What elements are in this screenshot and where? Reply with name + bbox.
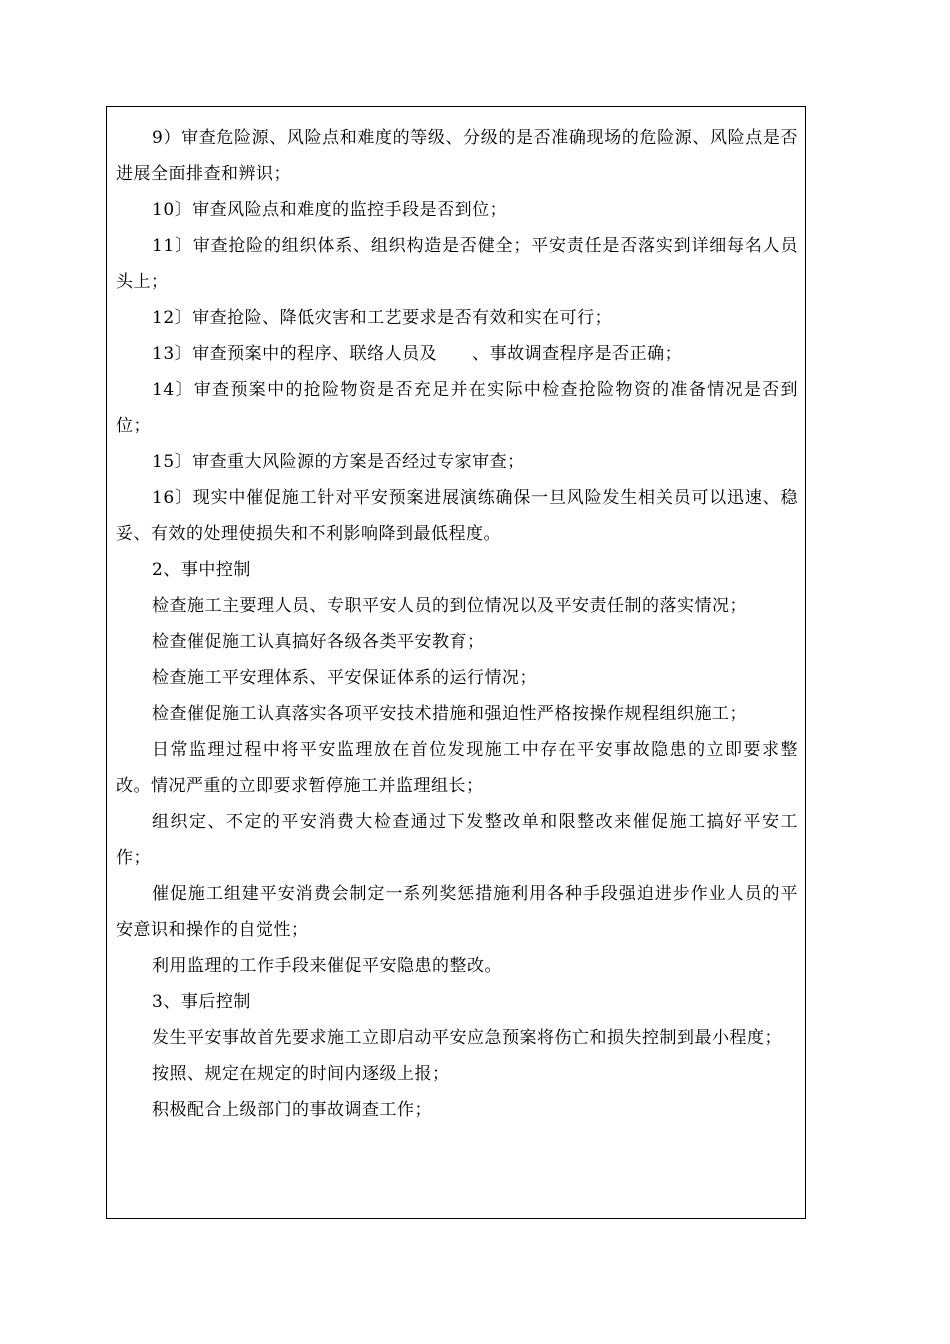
paragraph-inspections: 组织定、不定的平安消费大检查通过下发整改单和限整改来催促施工搞好平安工作； [116, 812, 798, 868]
paragraph-item-14: 14〕审查预案中的抢险物资是否充足并在实际中检查抢险物资的准备情况是否到位； [116, 380, 798, 436]
paragraph-item-9: 9）审查危险源、风险点和难度的等级、分级的是否准确现场的危险源、风险点是否进展全面排查和辨识； [116, 128, 798, 184]
paragraph-check-measures: 检查催促施工认真落实各项平安技术措施和强迫性严格按操作规程组织施工； [152, 704, 747, 724]
paragraph-check-system: 检查施工平安理体系、平安保证体系的运行情况； [152, 668, 537, 688]
paragraph-safety-committee: 催促施工组建平安消费会制定一系列奖惩措施利用各种手段强迫进步作业人员的平安意识和操作的自觉性； [116, 884, 798, 940]
paragraph-item-12: 12〕审查抢险、降低灾害和工艺要求是否有效和实在可行； [152, 308, 613, 328]
paragraph-item-15: 15〕审查重大风险源的方案是否经过专家审查； [152, 452, 525, 472]
paragraph-cooperate: 积极配合上级部门的事故调查工作； [152, 1100, 432, 1120]
paragraph-item-13: 13〕审查预案中的程序、联络人员及 、事故调查程序是否正确； [152, 344, 683, 364]
section-heading-post-control: 3、事后控制 [152, 992, 251, 1012]
paragraph-item-16: 16〕现实中催促施工针对平安预案进展演练确保一旦风险发生相关员可以迅速、稳妥、有效的处理使损失和不利影响降到最低程度。 [116, 488, 798, 544]
paragraph-item-11: 11〕审查抢险的组织体系、组织构造是否健全；平安责任是否落实到详细每名人员头上； [116, 236, 798, 292]
document-frame [106, 106, 806, 1219]
section-heading-in-process-control: 2、事中控制 [152, 560, 251, 580]
paragraph-check-education: 检查催促施工认真搞好各级各类平安教育； [152, 632, 485, 652]
paragraph-rectification: 利用监理的工作手段来催促平安隐患的整改。 [152, 956, 502, 976]
paragraph-emergency-plan: 发生平安事故首先要求施工立即启动平安应急预案将伤亡和损失控制到最小程度； [152, 1028, 782, 1048]
document-body [116, 120, 798, 1128]
paragraph-report: 按照、规定在规定的时间内逐级上报； [152, 1064, 450, 1084]
paragraph-daily-supervision: 日常监理过程中将平安监理放在首位发现施工中存在平安事故隐患的立即要求整改。情况严重的立即要求暂停施工并监理组长； [116, 740, 798, 796]
paragraph-check-staff: 检查施工主要理人员、专职平安人员的到位情况以及平安责任制的落实情况； [152, 596, 747, 616]
paragraph-item-10: 10〕审查风险点和难度的监控手段是否到位； [152, 200, 508, 220]
